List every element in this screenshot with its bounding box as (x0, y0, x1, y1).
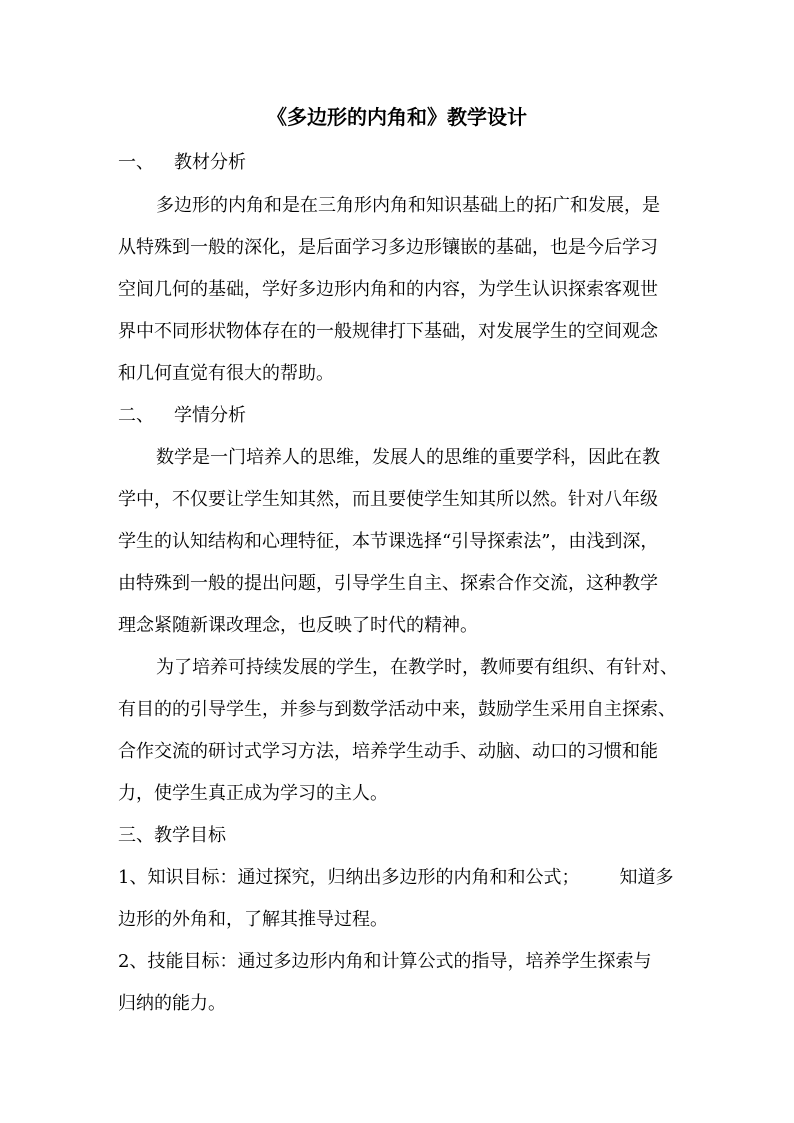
paragraph-line: 合作交流的研讨式学习方法，培养学生动手、动脑、动口的习惯和能 (118, 741, 658, 762)
section-number: 二、 (118, 405, 154, 426)
goal-1-text-end: 知道多 (619, 867, 674, 888)
paragraph-line: 学中，不仅要让学生知其然，而且要使学生知其所以然。针对八年级 (118, 489, 658, 510)
paragraph-line: 数学是一门培养人的思维，发展人的思维的重要学科，因此在教 (156, 447, 660, 468)
paragraph-line: 有目的的引导学生，并参与到数学活动中来，鼓励学生采用自主探索、 (118, 699, 676, 720)
goal-line: 2、技能目标：通过多边形内角和计算公式的指导，培养学生探索与 (118, 951, 652, 972)
paragraph-line: 从特殊到一般的深化，是后面学习多边形镶嵌的基础，也是今后学习 (118, 237, 658, 258)
section-heading-2 (118, 403, 678, 429)
paragraph-line: 界中不同形状物体存在的一般规律打下基础，对发展学生的空间观念 (118, 321, 658, 342)
section-title: 学情分析 (174, 405, 246, 426)
section-title: 教材分析 (174, 152, 246, 173)
goal-1-text: 1、知识目标：通过探究，归纳出多边形的内角和和公式； (118, 867, 580, 888)
paragraph-line: 理念紧随新课改理念，也反映了时代的精神。 (118, 615, 478, 636)
section-number: 一、 (118, 152, 154, 173)
section-heading-3: 三、教学目标 (118, 825, 226, 846)
paragraph-line: 学生的认知结构和心理特征，本节课选择“引导探索法”，由浅到深， (118, 531, 659, 552)
paragraph-line: 为了培养可持续发展的学生，在教学时，教师要有组织、有针对、 (156, 657, 678, 678)
paragraph-line: 空间几何的基础，学好多边形内角和的内容，为学生认识探索客观世 (118, 279, 658, 300)
paragraph-line: 多边形的内角和是在三角形内角和知识基础上的拓广和发展，是 (156, 195, 660, 216)
document-title: 《多边形的内角和》教学设计 (267, 105, 527, 129)
paragraph-line: 由特殊到一般的提出问题，引导学生自主、探索合作交流，这种教学 (118, 573, 658, 594)
section-heading-1 (118, 150, 678, 176)
paragraph-line: 和几何直觉有很大的帮助。 (118, 363, 334, 384)
goal-line: 边形的外角和，了解其推导过程。 (118, 909, 388, 930)
goal-line (118, 865, 678, 891)
goal-line: 归纳的能力。 (118, 993, 226, 1014)
paragraph-line: 力，使学生真正成为学习的主人。 (118, 783, 388, 804)
